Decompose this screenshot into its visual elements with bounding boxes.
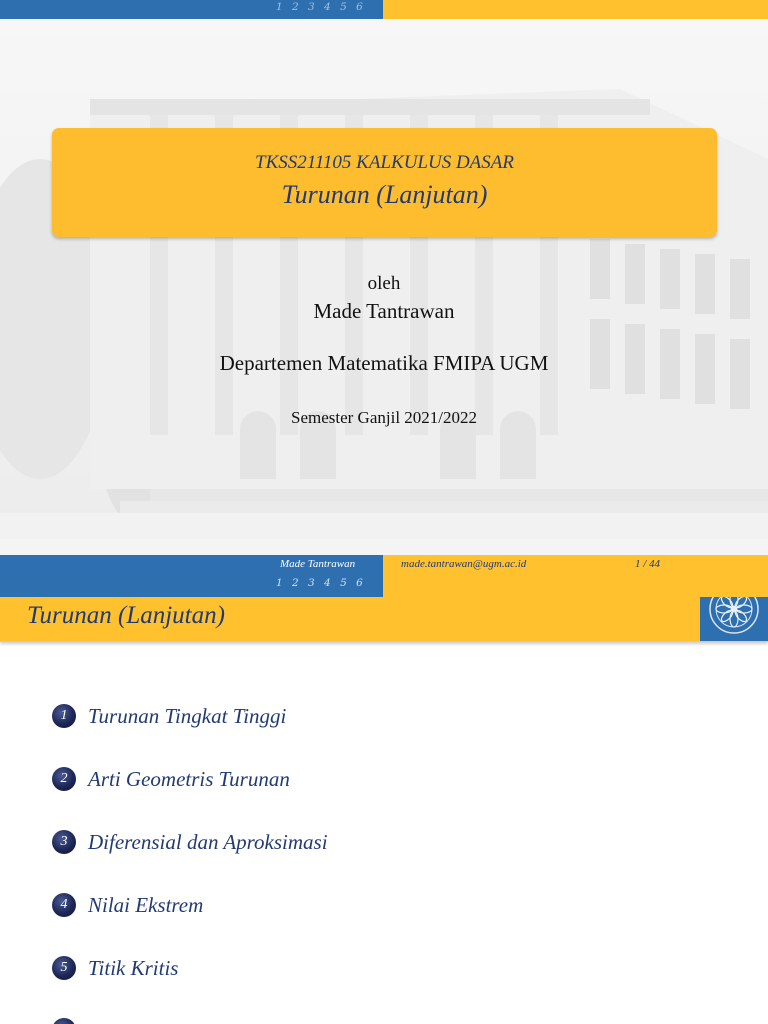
toc-label: Arti Geometris Turunan <box>88 767 290 791</box>
footer-author: Made Tantrawan <box>280 558 356 570</box>
outline-slide <box>0 597 768 1024</box>
toc-number-bullet: 3 <box>52 830 76 854</box>
toc-number-bullet: 1 <box>52 704 76 728</box>
footer-email: made.tantrawan@ugm.ac.id <box>401 558 527 570</box>
toc-number-bullet <box>52 1018 76 1024</box>
toc-label: Titik Kritis <box>88 956 179 980</box>
section-navigation-numbers[interactable]: 1 2 3 4 5 6 <box>276 1 363 13</box>
title-block <box>52 128 717 237</box>
slide-footer <box>0 555 768 597</box>
course-code: TKSS211105 KALKULUS DASAR <box>255 152 514 173</box>
author-name: Made Tantrawan <box>313 299 455 323</box>
semester: Semester Ganjil 2021/2022 <box>290 408 478 427</box>
nav-bar-gold <box>383 0 768 19</box>
toc-label: Turunan Tingkat Tinggi <box>88 704 287 728</box>
university-logo-box <box>700 597 768 641</box>
by-label: oleh <box>367 273 401 294</box>
slide-header <box>0 597 768 642</box>
toc-label: Diferensial dan Aproksimasi <box>88 830 328 854</box>
ugm-logo-icon <box>708 597 760 635</box>
nav-bar-blue <box>0 0 383 19</box>
slide-title: Turunan (Lanjutan) <box>27 602 225 629</box>
toc-number-bullet: 5 <box>52 956 76 980</box>
top-navigation-bar <box>0 0 768 19</box>
toc-label: Nilai Ekstrem <box>88 893 204 917</box>
department: Departemen Matematika FMIPA UGM <box>219 351 549 375</box>
toc-number-bullet: 2 <box>52 767 76 791</box>
page-number: 1 / 44 <box>635 558 661 570</box>
toc-number-bullet: 4 <box>52 893 76 917</box>
presentation-title: Turunan (Lanjutan) <box>281 180 488 209</box>
footer-navigation-numbers[interactable]: 1 2 3 4 5 6 <box>276 577 363 589</box>
